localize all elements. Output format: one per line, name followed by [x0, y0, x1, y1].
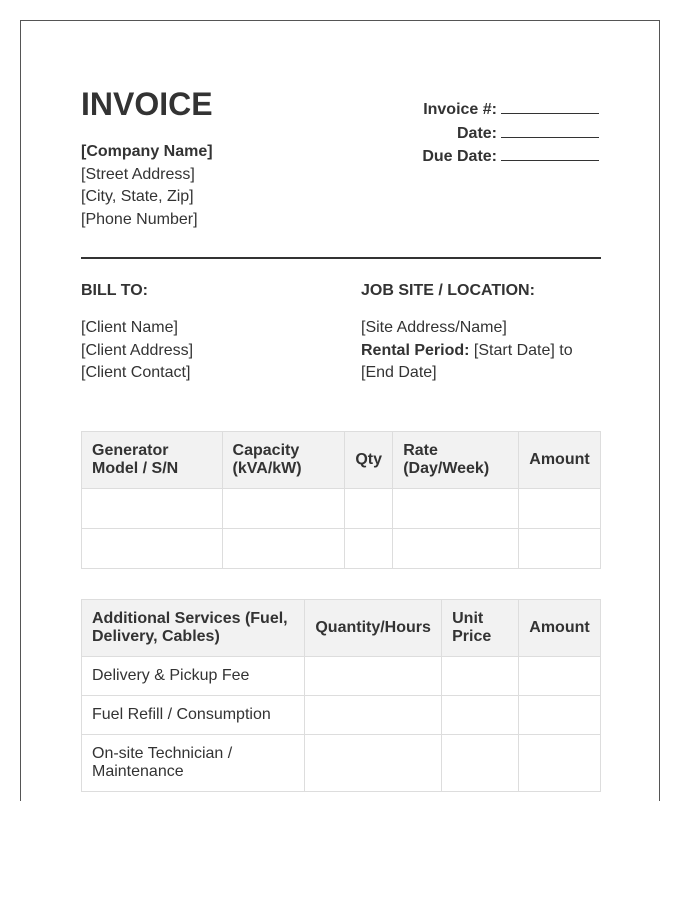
invoice-meta [422, 98, 599, 169]
due-date-field[interactable] [501, 145, 599, 161]
job-site-heading: JOB SITE / LOCATION: [361, 282, 535, 299]
client-address: [Client Address] [81, 341, 194, 359]
table-cell[interactable] [82, 529, 223, 569]
company-phone: [Phone Number] [81, 210, 198, 228]
column-header-amount: Amount [518, 432, 600, 489]
site-address: [Site Address/Name] [361, 319, 507, 336]
company-street: [Street Address] [81, 165, 195, 183]
column-header-qty: Qty [345, 432, 393, 489]
table-header-row [82, 600, 601, 657]
column-header-amount: Amount [518, 600, 600, 657]
invoice-date-row [422, 122, 599, 146]
column-header-unit-price: Unit Price [442, 600, 519, 657]
column-header-rate: Rate (Day/Week) [393, 432, 519, 489]
table-cell[interactable] [518, 735, 600, 792]
table-cell[interactable] [442, 657, 519, 696]
invoice-number-row [422, 98, 599, 122]
table-cell[interactable] [345, 529, 393, 569]
service-name: On-site Technician / Maintenance [82, 735, 305, 792]
invoice-number-field[interactable] [501, 98, 599, 114]
table-cell[interactable] [442, 696, 519, 735]
table-row [82, 529, 601, 569]
rental-period-value: [Start Date] to [End Date] [361, 341, 573, 381]
table-cell[interactable] [345, 489, 393, 529]
table-cell[interactable] [518, 529, 600, 569]
company-name: [Company Name] [81, 143, 213, 160]
column-header-capacity: Capacity (kVA/kW) [222, 432, 345, 489]
column-header-service: Additional Services (Fuel, Delivery, Cables) [82, 600, 305, 657]
table-cell[interactable] [222, 489, 345, 529]
column-header-quantity: Quantity/Hours [305, 600, 442, 657]
table-cell[interactable] [518, 696, 600, 735]
rental-table [81, 431, 601, 569]
table-row [82, 489, 601, 529]
client-name: [Client Name] [81, 319, 178, 336]
table-cell[interactable] [82, 489, 223, 529]
invoice-date-field[interactable] [501, 122, 599, 138]
company-city: [City, State, Zip] [81, 188, 194, 205]
client-contact: [Client Contact] [81, 364, 191, 381]
invoice-number-label: Invoice #: [423, 101, 497, 118]
invoice-page [20, 20, 660, 801]
job-site-block [361, 317, 601, 385]
table-row [82, 696, 601, 735]
table-cell[interactable] [305, 696, 442, 735]
table-cell[interactable] [442, 735, 519, 792]
rental-period-label: Rental Period: [361, 341, 470, 359]
services-table [81, 599, 601, 792]
table-cell[interactable] [222, 529, 345, 569]
due-date-row [422, 145, 599, 169]
table-row [82, 657, 601, 696]
table-cell[interactable] [305, 735, 442, 792]
service-name: Delivery & Pickup Fee [82, 657, 305, 696]
invoice-date-label: Date: [456, 124, 497, 142]
table-header-row [82, 432, 601, 489]
header-divider [81, 257, 601, 259]
table-cell[interactable] [393, 529, 519, 569]
due-date-label: Due Date: [422, 148, 497, 165]
invoice-title: INVOICE [81, 86, 213, 122]
service-name: Fuel Refill / Consumption [82, 696, 305, 735]
bill-to-heading: BILL TO: [81, 282, 148, 299]
table-cell[interactable] [305, 657, 442, 696]
table-cell[interactable] [518, 489, 600, 529]
table-cell[interactable] [518, 657, 600, 696]
column-header-generator: Generator Model / S/N [82, 432, 223, 489]
rental-period [361, 340, 601, 385]
bill-to-block [81, 317, 321, 385]
table-cell[interactable] [393, 489, 519, 529]
table-row [82, 735, 601, 792]
company-block [81, 141, 213, 231]
